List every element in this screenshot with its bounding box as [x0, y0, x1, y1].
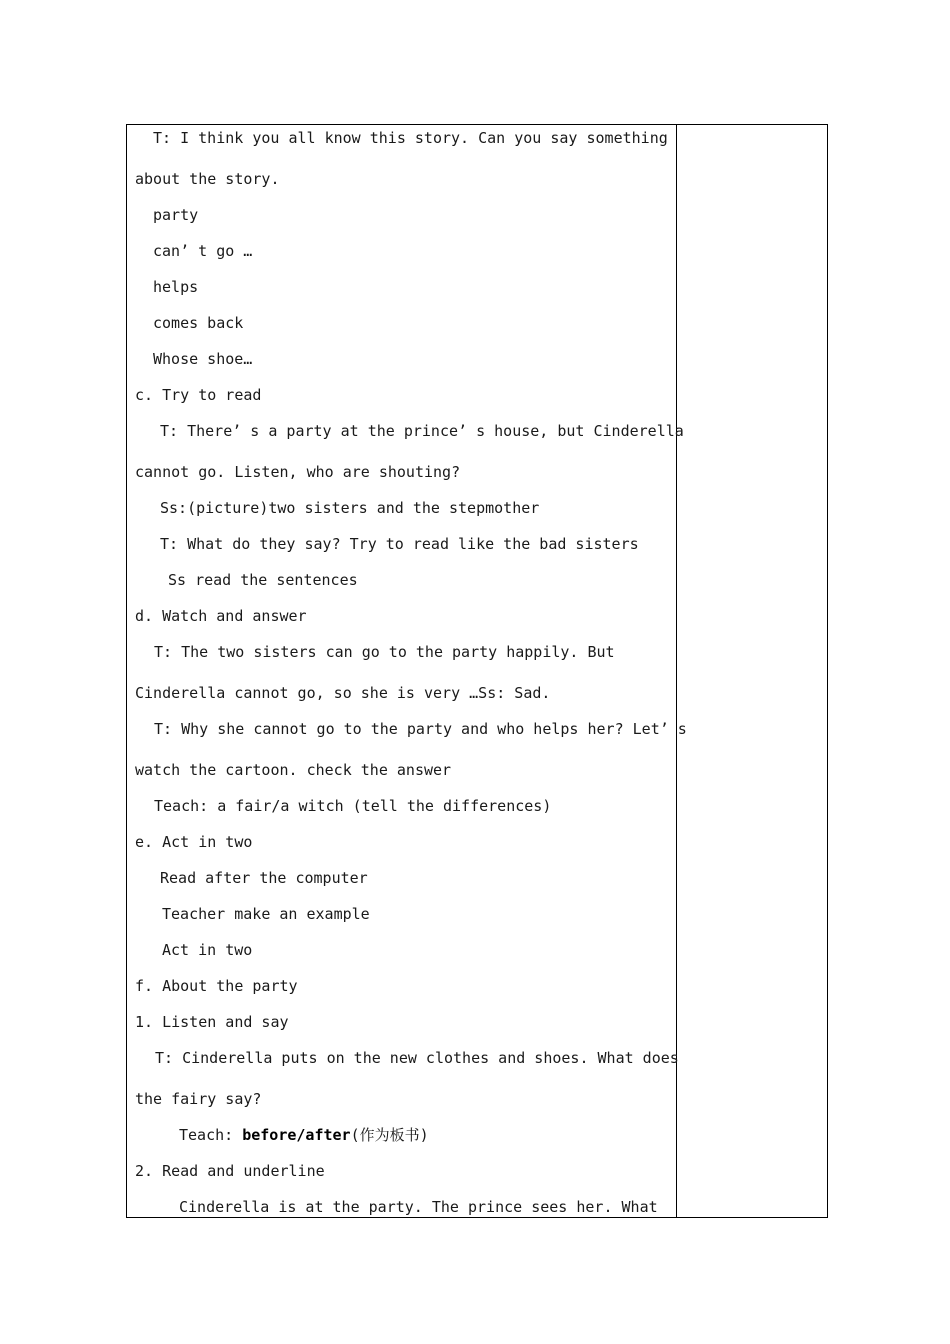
- subsection-heading: 1. Listen and say: [135, 1013, 289, 1031]
- text-line: can’ t go …: [153, 242, 253, 260]
- text-line: Read after the computer: [160, 869, 368, 887]
- text-line: party: [153, 206, 199, 224]
- text-line: the fairy say?: [135, 1090, 262, 1108]
- text-line: cannot go. Listen, who are shouting?: [135, 463, 461, 481]
- section-heading: f. About the party: [135, 977, 298, 995]
- text-line: about the story.: [135, 170, 280, 188]
- text-line: Ss:(picture)two sisters and the stepmother: [160, 499, 540, 517]
- text-line: T: What do they say? Try to read like the bad sisters: [160, 535, 639, 553]
- text-line: T: There’ s a party at the prince’ s house, but Cinderella: [160, 422, 684, 440]
- text-line: Ss read the sentences: [168, 571, 358, 589]
- section-heading: c. Try to read: [135, 386, 262, 404]
- teach-line: [179, 1126, 429, 1144]
- section-heading: d. Watch and answer: [135, 607, 307, 625]
- text-line: T: The two sisters can go to the party happily. But: [154, 643, 615, 661]
- subsection-heading: 2. Read and underline: [135, 1162, 325, 1180]
- text-line: Act in two: [162, 941, 253, 959]
- text-line: T: I think you all know this story. Can you say something: [153, 129, 668, 147]
- text-line: comes back: [153, 314, 244, 332]
- text-line: watch the cartoon. check the answer: [135, 761, 452, 779]
- text-line: Teach: a fair/a witch (tell the differences): [154, 797, 552, 815]
- teach-note: (作为板书): [350, 1126, 429, 1144]
- text-line: Teacher make an example: [162, 905, 370, 923]
- teach-keyword: before/after: [242, 1126, 351, 1144]
- text-line: helps: [153, 278, 199, 296]
- text-line: T: Cinderella puts on the new clothes and shoes. What does: [155, 1049, 679, 1067]
- teach-label: Teach:: [179, 1126, 243, 1144]
- text-line: T: Why she cannot go to the party and who helps her? Let’ s: [154, 720, 687, 738]
- section-heading: e. Act in two: [135, 833, 253, 851]
- text-line: Whose shoe…: [153, 350, 253, 368]
- text-line: Cinderella is at the party. The prince sees her. What: [179, 1198, 658, 1216]
- text-line: Cinderella cannot go, so she is very …Ss: Sad.: [135, 684, 551, 702]
